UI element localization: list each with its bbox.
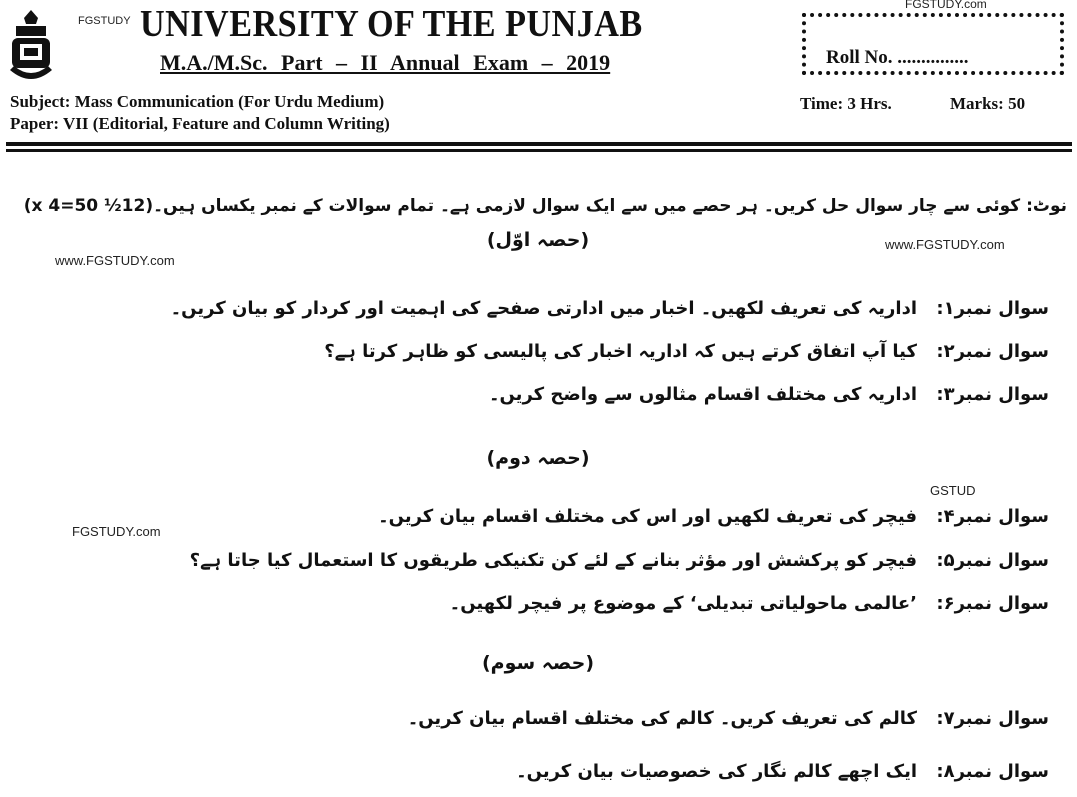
- question-text: کالم کی تعریف کریں۔ کالم کی مختلف اقسام بیان کریں۔: [407, 708, 917, 729]
- subject: Subject: Mass Communication (For Urdu Medium): [10, 92, 385, 111]
- question-row: [0, 707, 1077, 733]
- roll-number-label: Roll No. ...............: [826, 47, 969, 68]
- question-text: ایک اچھے کالم نگار کی خصوصیات بیان کریں۔: [516, 761, 917, 782]
- watermark: FGSTUDY.com: [905, 0, 987, 11]
- watermark: FGSTUDY: [78, 15, 131, 27]
- question-label: سوال نمبر۲:: [936, 341, 1049, 362]
- instructions-note: نوٹ: کوئی سے چار سوال حل کریں۔ ہر حصے میں سے ایک سوال لازمی ہے۔ تمام سوالات کے نمبر یکساں ہیں۔(12½ x 4=50): [23, 196, 1067, 216]
- watermark: FGSTUDY.com: [72, 524, 161, 539]
- roll-number-box: [802, 13, 1064, 75]
- section-heading: (حصہ دوم): [486, 447, 590, 469]
- question-row: [0, 760, 1077, 786]
- question-row: [0, 592, 1077, 618]
- watermark: GSTUD: [930, 483, 976, 498]
- question-label: سوال نمبر۵:: [936, 550, 1049, 571]
- question-text: فیچر کی تعریف لکھیں اور اس کی مختلف اقسام بیان کریں۔: [378, 506, 917, 527]
- question-row: [0, 549, 1077, 575]
- question-row: [0, 340, 1077, 366]
- question-label: سوال نمبر۱:: [936, 298, 1049, 319]
- divider: [6, 142, 1072, 146]
- university-title: UNIVERSITY OF THE PUNJAB: [140, 3, 643, 45]
- university-logo: [8, 8, 54, 86]
- question-text: ’عالمی ماحولیاتی تبدیلی‘ کے موضوع پر فیچر لکھیں۔: [449, 593, 917, 614]
- question-label: سوال نمبر۸:: [936, 761, 1049, 782]
- time: Time: 3 Hrs.: [800, 94, 892, 113]
- exam-title: M.A./M.Sc. Part – II Annual Exam – 2019: [160, 50, 611, 75]
- question-text: اداریہ کی مختلف اقسام مثالوں سے واضح کریں۔: [488, 384, 917, 405]
- question-row: [0, 297, 1077, 323]
- question-label: سوال نمبر۶:: [936, 593, 1049, 614]
- question-label: سوال نمبر۴:: [936, 506, 1049, 527]
- watermark: www.FGSTUDY.com: [885, 237, 1005, 252]
- marks: Marks: 50: [950, 94, 1026, 113]
- section-heading: (حصہ اوّل): [486, 229, 590, 251]
- paper: Paper: VII (Editorial, Feature and Column Writing): [10, 114, 390, 133]
- divider: [6, 149, 1072, 152]
- question-label: سوال نمبر۷:: [936, 708, 1049, 729]
- question-row: [0, 505, 1077, 531]
- watermark: www.FGSTUDY.com: [55, 253, 175, 268]
- question-row: [0, 383, 1077, 409]
- question-text: کیا آپ اتفاق کرتے ہیں کہ اداریہ اخبار کی پالیسی کو ظاہر کرتا ہے؟: [324, 341, 917, 362]
- section-heading: (حصہ سوم): [481, 652, 595, 674]
- question-label: سوال نمبر۳:: [936, 384, 1049, 405]
- question-text: اداریہ کی تعریف لکھیں۔ اخبار میں ادارتی صفحے کی اہمیت اور کردار کو بیان کریں۔: [170, 298, 917, 319]
- question-text: فیچر کو پرکشش اور مؤثر بنانے کے لئے کن تکنیکی طریقوں کا استعمال کیا جاتا ہے؟: [189, 550, 917, 571]
